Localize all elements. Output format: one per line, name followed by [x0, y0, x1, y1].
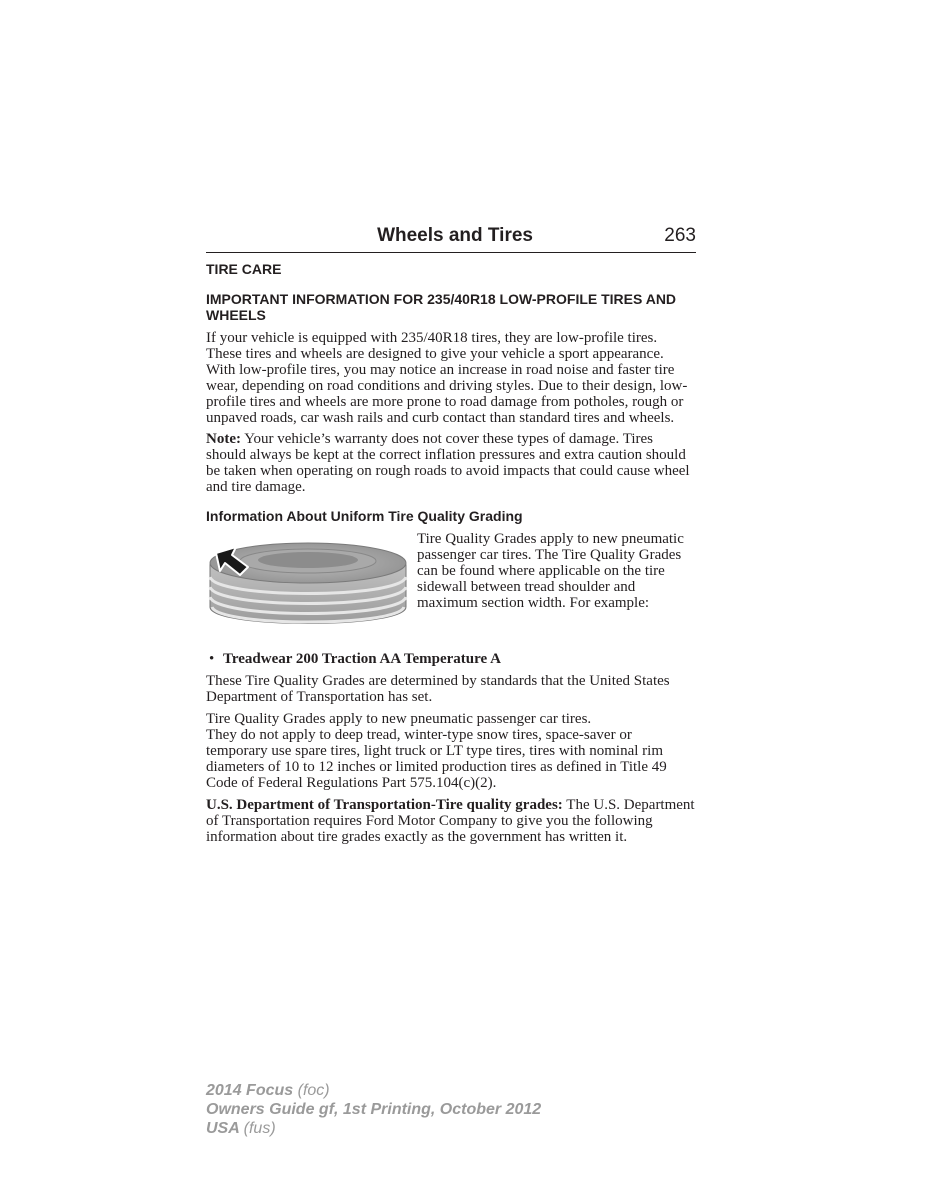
footer-market: USA	[206, 1120, 240, 1137]
note-label: Note:	[206, 431, 241, 447]
page-header	[206, 224, 696, 253]
paragraph-apply	[206, 711, 696, 791]
bullet-text: Treadwear 200 Traction AA Temperature A	[223, 651, 501, 667]
figure-caption: Tire Quality Grades apply to new pneumatic passenger car tires. The Tire Quality Grades can be found where applicable on the tire sidewall between tread shoulder and maximum section width. For example:	[417, 531, 684, 611]
page-footer	[206, 1081, 706, 1138]
footer-line-3	[206, 1119, 706, 1138]
paragraph-apply-line1: Tire Quality Grades apply to new pneumatic passenger car tires.	[206, 711, 592, 727]
paragraph-dot	[206, 797, 696, 845]
paragraph-low-profile: If your vehicle is equipped with 235/40R18 tires, they are low-profile tires. These tires and wheels are designed to give your vehicle a sport appearance. With low-profile tires, you may notice an increase in road noise and faster tire wear, depending on road conditions and driving styles. Due to their design, low-profile tires and wheels are more prone to road damage from potholes, rough or unpaved roads, car wash rails and curb contact than standard tires and wheels.	[206, 330, 688, 426]
bullet-dot: •	[209, 651, 215, 667]
page-content	[206, 261, 696, 845]
footer-line-1	[206, 1081, 706, 1100]
tire-figure-row	[206, 531, 696, 643]
footer-model: 2014 Focus	[206, 1082, 294, 1099]
footer-model-code: (foc)	[297, 1082, 330, 1099]
bullet-item	[206, 651, 696, 667]
utqg-heading: Information About Uniform Tire Quality Grading	[206, 508, 523, 524]
footer-market-code: (fus)	[243, 1120, 276, 1137]
note-paragraph	[206, 431, 696, 495]
chapter-title: Wheels and Tires	[377, 225, 533, 246]
subsection-title: IMPORTANT INFORMATION FOR 235/40R18 LOW-PROFILE TIRES AND WHEELS	[206, 291, 677, 323]
tire-with-arrow-icon	[206, 537, 410, 633]
section-title: TIRE CARE	[206, 261, 282, 277]
note-text: Your vehicle’s warranty does not cover these types of damage. Tires should always be kept at the correct inflation pressures and extra caution should be taken when operating on rough roads to avoid impacts that could cause wheel and tire damage.	[206, 431, 690, 495]
paragraph-apply-rest: They do not apply to deep tread, winter-type snow tires, space-saver or temporary use spare tires, light truck or LT type tires, tires with nominal rim diameters of 10 to 12 inches or limited production tires as defined in Title 49 Code of Federal Regulations Part 575.104(c)(2).	[206, 727, 667, 791]
dot-text: The U.S. Department of Transportation requires Ford Motor Company to give you the following information about tire grades exactly as the government has written it.	[206, 797, 695, 845]
dot-label: U.S. Department of Transportation-Tire quality grades:	[206, 797, 563, 813]
page-number: 263	[664, 225, 696, 246]
footer-line-2: Owners Guide gf, 1st Printing, October 2012	[206, 1101, 542, 1118]
paragraph-standards: These Tire Quality Grades are determined by standards that the United States Department of Transportation has set.	[206, 673, 670, 705]
